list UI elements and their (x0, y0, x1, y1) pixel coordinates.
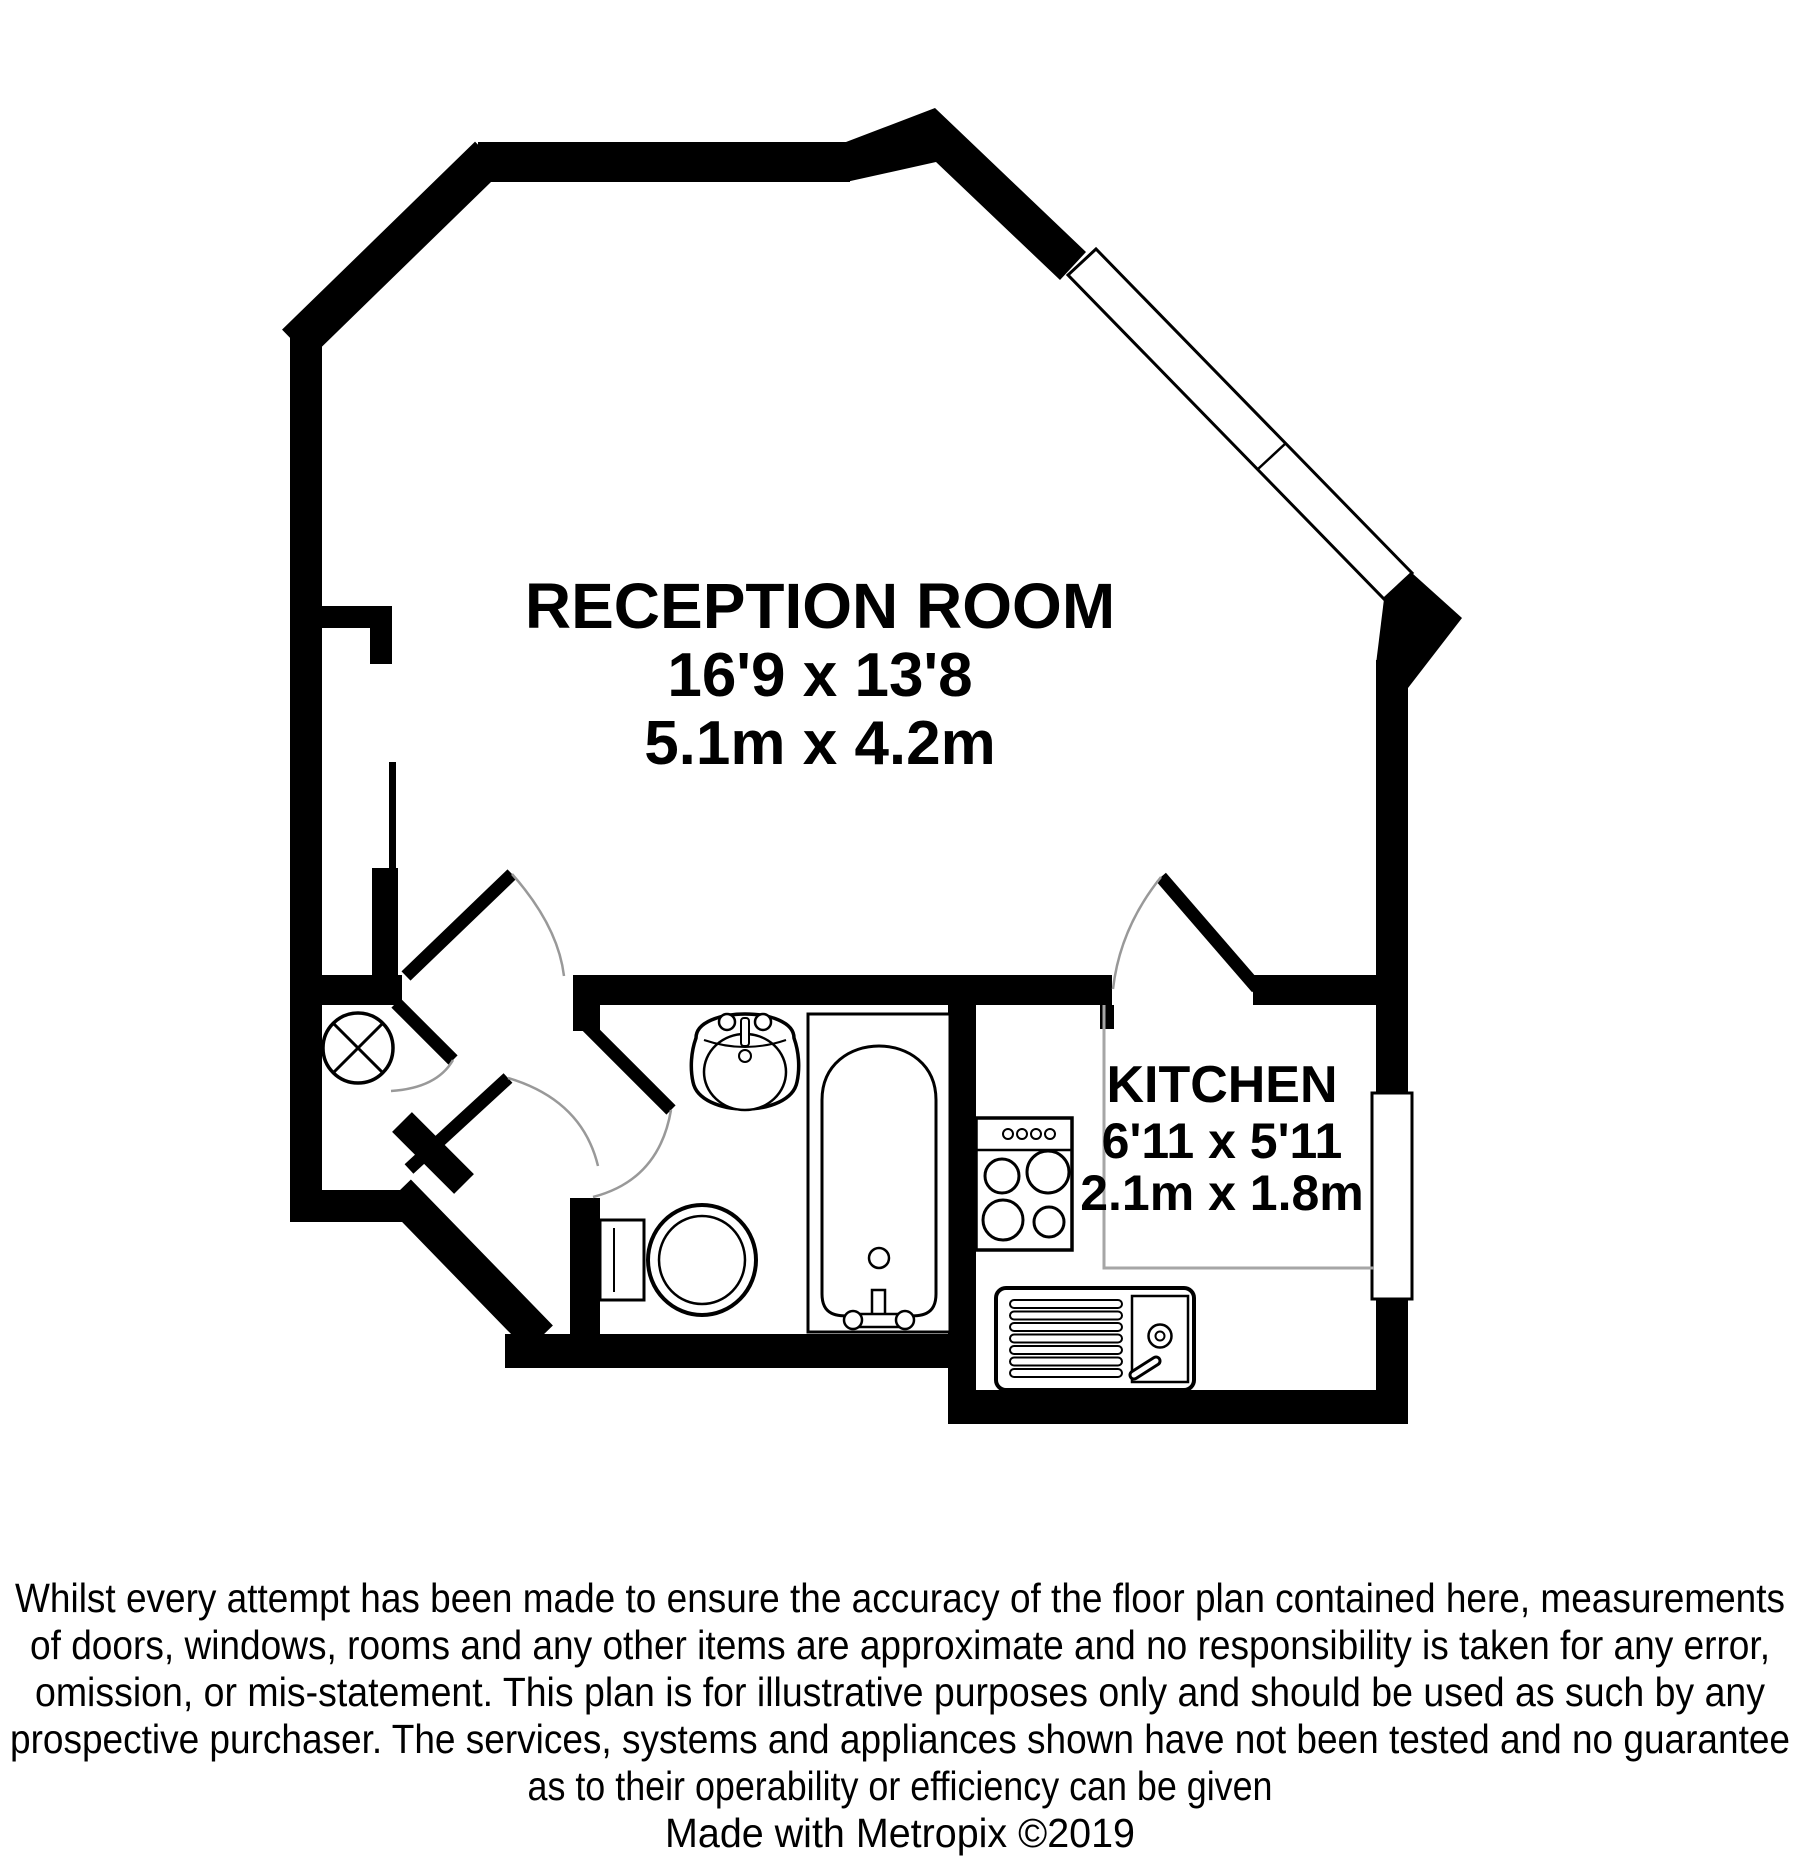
hob (976, 1118, 1072, 1250)
wall-topleft-diagonal (296, 156, 489, 344)
disclaimer-line: Whilst every attempt has been made to ensure the accuracy of the floor plan contained here, measurements (15, 1575, 1785, 1621)
wall-recess-stub-top (322, 606, 392, 628)
wall-top-peak (846, 108, 1086, 280)
door-arc (512, 874, 564, 976)
wall-hall-top-left (322, 975, 402, 1005)
disclaimer-line: as to their operability or efficiency can be given (527, 1763, 1273, 1809)
kitchen-window (1372, 1093, 1412, 1299)
reception-room-name: RECEPTION ROOM (524, 570, 1116, 642)
bathroom-door (587, 1026, 671, 1197)
hob-burner (1034, 1207, 1064, 1237)
wall-bathroom-bottom (505, 1334, 948, 1368)
door-arc (593, 1110, 671, 1197)
bath-drain (869, 1248, 889, 1268)
disclaimer-line: of doors, windows, rooms and any other items are approximate and no responsibility is taken for any error, (30, 1622, 1770, 1668)
reception-room-metric: 5.1m x 4.2m (644, 709, 996, 778)
toilet-cistern (600, 1220, 644, 1300)
wall-kitchen-bottom (948, 1390, 1408, 1424)
kitchen-label (1080, 1056, 1364, 1221)
disclaimer (10, 1575, 1790, 1856)
wall-right-upper (1376, 660, 1408, 1095)
kitchen-door (1113, 877, 1257, 989)
sink-drainer (996, 1288, 1194, 1390)
wall-hall-bath-divider (570, 1198, 600, 1334)
diagonal-window (1068, 249, 1412, 599)
wall-entrance-chamfer (398, 1192, 540, 1338)
kitchen-imperial: 6'11 x 5'11 (1101, 1113, 1343, 1169)
reception-room-label (525, 570, 1115, 778)
wall-top (478, 142, 850, 182)
reception-room-imperial: 16'9 x 13'8 (667, 641, 973, 710)
hob-burner (985, 1159, 1019, 1193)
wall-bath-kitchen-divider (948, 975, 976, 1424)
metropix-credit: Made with Metropix ©2019 (665, 1810, 1135, 1856)
kitchen-door-jamb (1100, 1005, 1114, 1029)
door-leaf (406, 874, 512, 976)
door-arc (1113, 877, 1161, 989)
door-leaf (409, 1078, 508, 1169)
wall-reception-bottom (573, 975, 1112, 1005)
disclaimer-line: omission, or mis-statement. This plan is for illustrative purposes only and should be used as such by any (35, 1669, 1766, 1715)
kitchen-metric: 2.1m x 1.8m (1080, 1165, 1364, 1221)
door-leaf (587, 1026, 671, 1110)
light-symbol-icon (323, 1013, 393, 1083)
hob-burner (1027, 1151, 1069, 1193)
wall-right-lower (1376, 1297, 1408, 1424)
disclaimer-line: prospective purchaser. The services, systems and appliances shown have not been tested and no guarantee (10, 1716, 1790, 1762)
door-leaf (396, 1003, 453, 1060)
hob-burner (983, 1200, 1023, 1240)
wash-basin (691, 1014, 798, 1110)
door-arc (508, 1078, 598, 1166)
bath (808, 1014, 950, 1332)
toilet (600, 1205, 756, 1315)
kitchen-name: KITCHEN (1106, 1056, 1338, 1114)
wall-reception-bottom-right (1253, 975, 1377, 1005)
window-band (1068, 249, 1412, 599)
door-arc (391, 1060, 453, 1091)
wall-recess-stub-leg (370, 628, 392, 664)
door-leaf (1161, 877, 1257, 988)
wall-left (290, 326, 322, 1222)
wall-stub-block (372, 868, 398, 975)
wall-stub-thin-line (389, 762, 396, 868)
hall-double-doors (391, 874, 564, 1091)
